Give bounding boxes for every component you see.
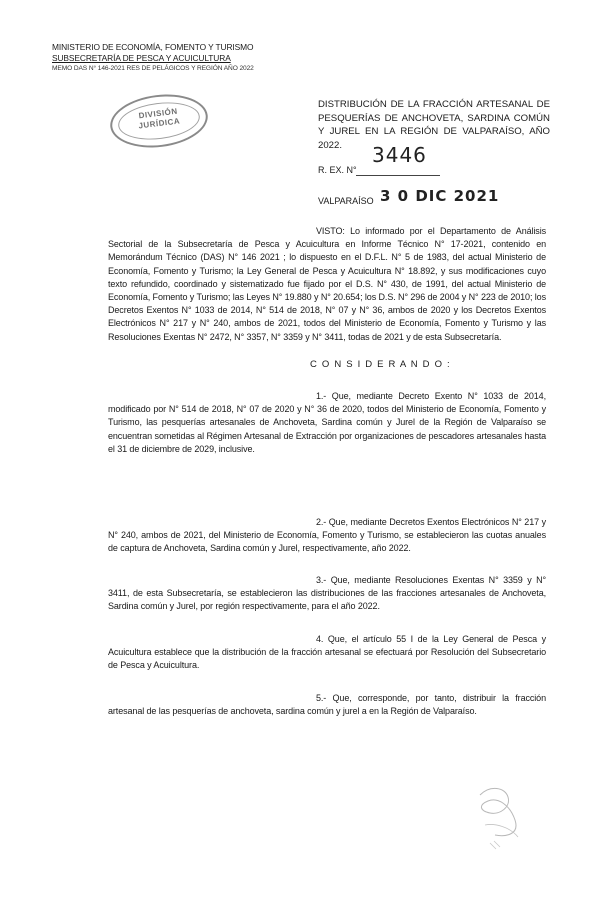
considerando-heading: C O N S I D E R A N D O : (310, 359, 451, 370)
resolution-label: R. EX. N° (318, 165, 357, 175)
visto-paragraph (108, 225, 546, 344)
resolution-number: 3446 (372, 143, 427, 167)
considerando-item-5 (108, 692, 546, 718)
stamp-line-1: DIVISIÓN (138, 106, 179, 121)
handwritten-signature (460, 775, 535, 855)
resolution-city: VALPARAÍSO (318, 196, 374, 206)
document-title: DISTRIBUCIÓN DE LA FRACCIÓN ARTESANAL DE PESQUERÍAS DE ANCHOVETA, SARDINA COMÚN Y JUREL EN LA REGIÓN DE VALPARAÍSO, AÑO 2022. (318, 99, 550, 151)
subsecretaria-name: SUBSECRETARÍA DE PESCA Y ACUICULTURA (52, 53, 231, 63)
visto-lead: VISTO: (316, 226, 345, 236)
ministry-name: MINISTERIO DE ECONOMÍA, FOMENTO Y TURISMO (52, 42, 254, 52)
considerando-item-text: 4. Que, el artículo 55 I de la Ley General de Pesca y Acuicultura establece que la distribución de la fracción artesanal se efectuará por Resolución del Subsecretario de Pesca y Acuicultura. (108, 634, 546, 671)
considerando-item-4 (108, 633, 546, 673)
visto-text: Lo informado por el Departamento de Análisis Sectorial de la Subsecretaría de Pesca y Acuicultura en Informe Técnico N° 17-2021, contenido en Memorándum Técnico (DAS) N° 146 2021 ; lo dispuesto en el D.F.L. N° 5 de 1983, del actual Ministerio de Economía, Fomento y Turismo; la Ley General de Pesca y Acuicultura N° 18.892, y sus modificaciones cuyo texto refundido, coordinado y sistematizado fue fijado por el D.S. N° 430, de 1991, del actual Ministerio de Economía, Fomento y Turismo; las Leyes N° 19.880 y N° 20.654; los D.S. N° 296 de 2004 y N° 223 de 2010; los Decretos Exentos N° 1033 de 2014, N° 514 de 2018, N° 07 y N° 36, ambos de 2020 y los Decretos Exentos Electrónicos N° 217 y N° 240, ambos de 2021, todos del Ministerio de Economía, Fomento y Turismo y las Resoluciones Exentas N° 2472, N° 3357, N° 3359 y N° 3411, todas de 2021 y de esta Subsecretaría. (108, 226, 546, 342)
considerando-item-1 (108, 390, 546, 456)
considerando-item-text: 2.- Que, mediante Decretos Exentos Electrónicos N° 217 y N° 240, ambos de 2021, del Ministerio de Economía, Fomento y Turismo, se establecieron las cuotas anuales de captura de Anchoveta, Sardina común y Jurel, respectivamente, año 2022. (108, 517, 546, 554)
considerando-item-text: 1.- Que, mediante Decreto Exento N° 1033 de 2014, modificado por N° 514 de 2018, N° 07 de 2020 y N° 36 de 2020, todos del Ministerio de Economía, Fomento y Turismo, las pesquerías artesanales de Anchoveta, Sardina común y Jurel de la Región de Valparaíso se encuentran sometidas al Régimen Artesanal de Extracción por organizaciones de pescadores artesanales hasta el 31 de diciembre de 2029, inclusive. (108, 391, 546, 454)
resolution-date-stamp: 3 0 DIC 2021 (380, 187, 500, 205)
considerando-item-text: 5.- Que, corresponde, por tanto, distribuir la fracción artesanal de las pesquerías de anchoveta, sardina común y jurel a en la Región de Valparaíso. (108, 693, 546, 717)
memo-reference: MEMO DAS N° 146-2021 RES DE PELÁGICOS Y REGIÓN AÑO 2022 (52, 65, 254, 72)
stamp-line-2: JURÍDICA (138, 116, 181, 131)
considerando-item-3 (108, 574, 546, 614)
resolution-underline (356, 175, 440, 176)
division-juridica-stamp (107, 89, 211, 153)
considerando-item-2 (108, 516, 546, 556)
considerando-item-text: 3.- Que, mediante Resoluciones Exentas N° 3359 y N° 3411, de esta Subsecretaría, se establecieron las distribuciones de las fracciones artesanales de Anchoveta, Sardina común y Jurel, por región respectivamente, para el año 2022. (108, 575, 546, 612)
